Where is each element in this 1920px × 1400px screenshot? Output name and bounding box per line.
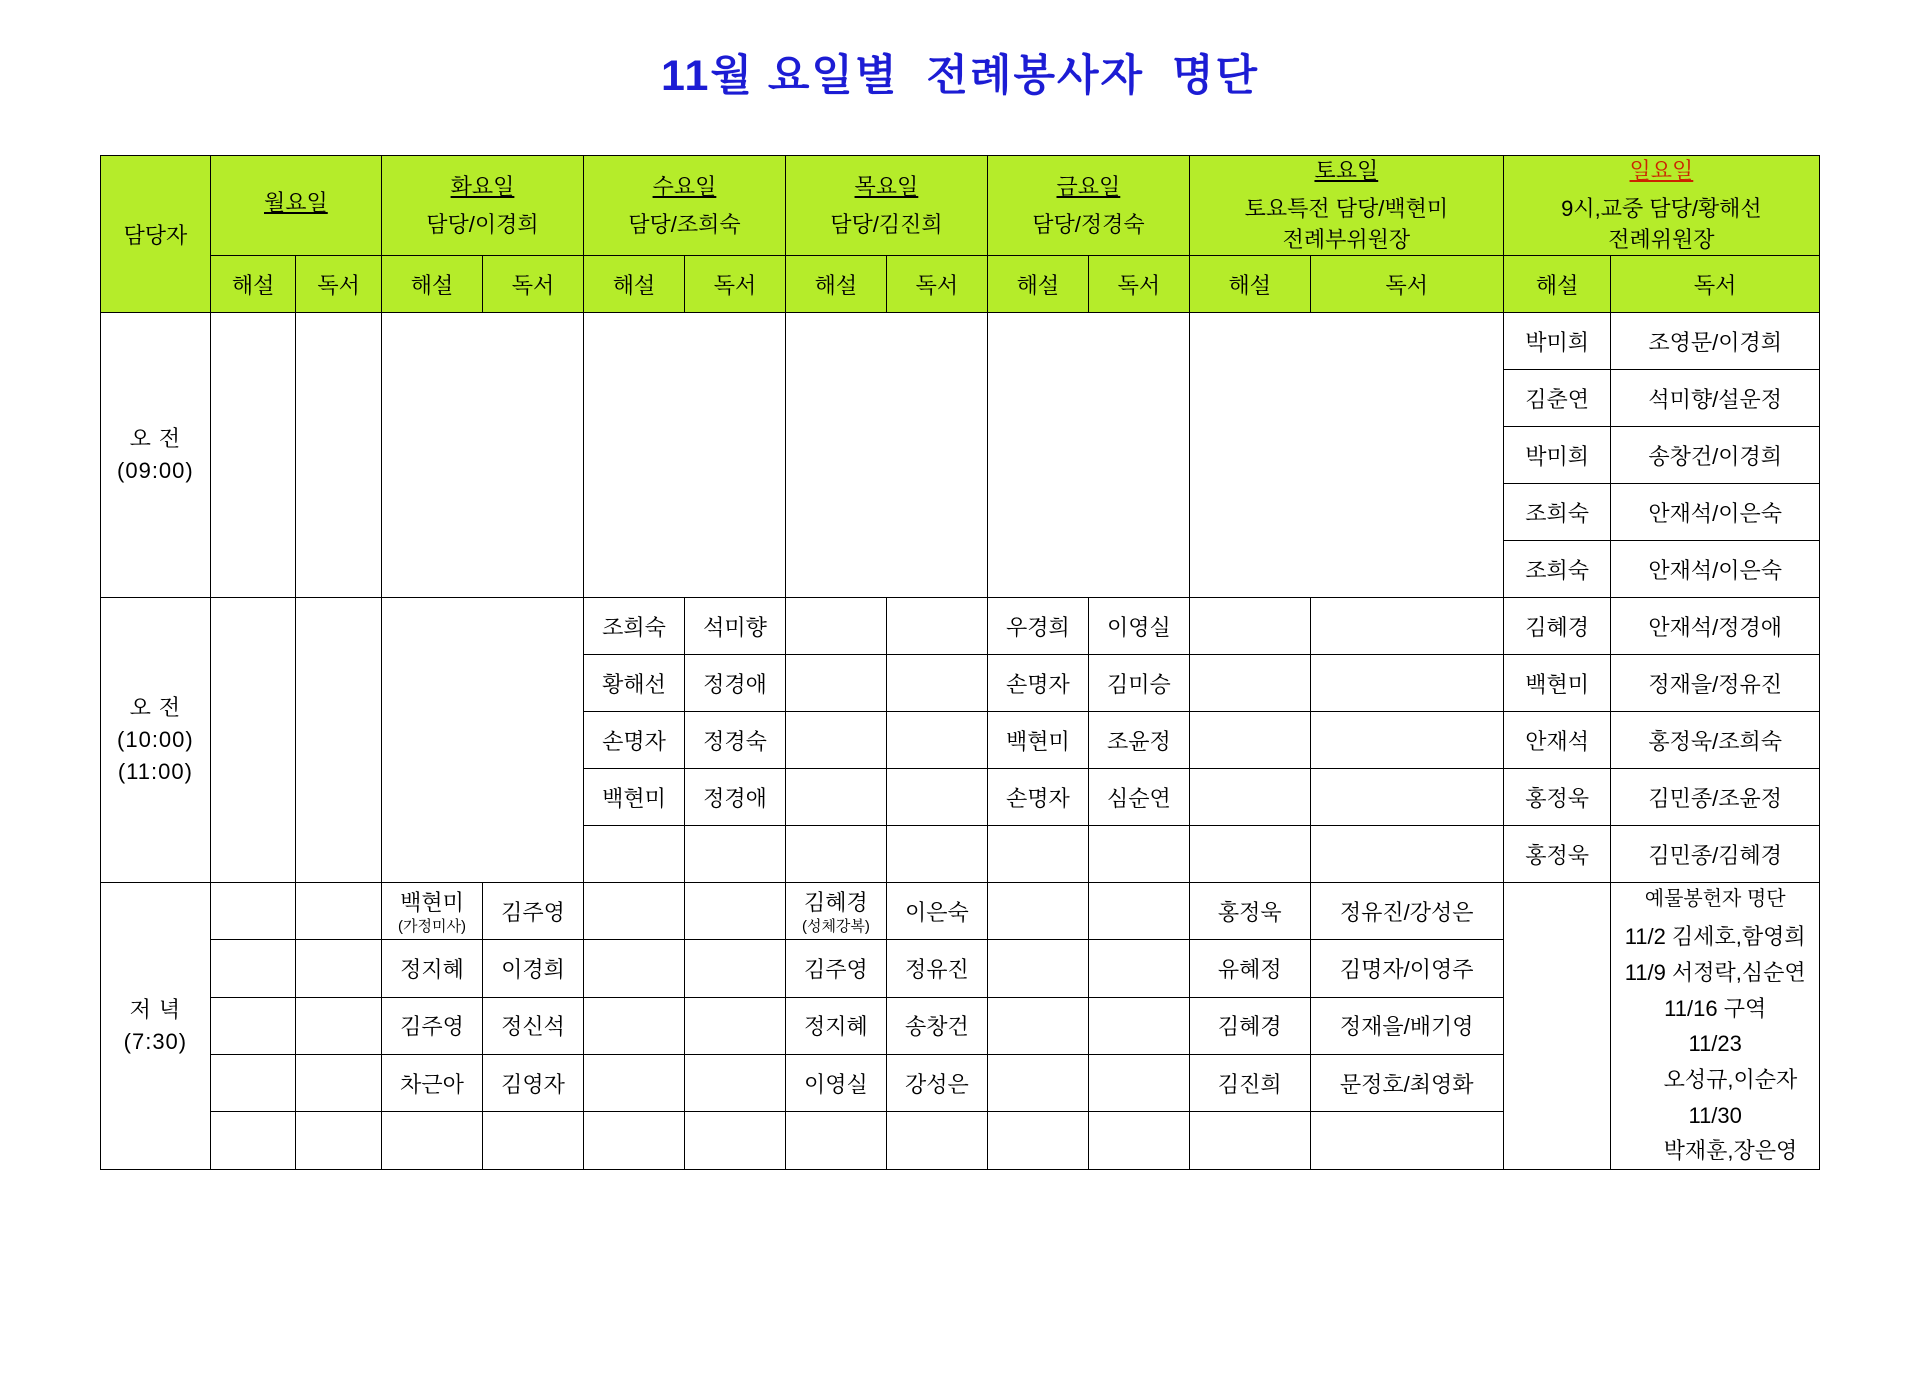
cell-mon-haeseol-b3-l5 bbox=[210, 1112, 296, 1169]
cell-thu-haeseol-b3-l3: 정지혜 bbox=[785, 997, 886, 1054]
cell-wed-b1 bbox=[583, 313, 785, 598]
subheader-sat-haeseol: 해설 bbox=[1189, 256, 1310, 313]
table-header-row-days bbox=[101, 156, 1820, 256]
cell-mon-haeseol-b3-l2 bbox=[210, 940, 296, 997]
cell-wed-haeseol-b3-l5 bbox=[583, 1112, 684, 1169]
cell-fri-haeseol-b3-l3 bbox=[987, 997, 1088, 1054]
row-label-line2: (7:30) bbox=[123, 1028, 188, 1054]
cell-mon-haeseol-b1 bbox=[210, 313, 296, 598]
row-label-morning-10-11 bbox=[101, 598, 211, 883]
cell-thu-haeseol-b3-l2: 김주영 bbox=[785, 940, 886, 997]
row-label-line1: 저 녁 bbox=[129, 997, 182, 1023]
row-label-line2: (10:00) bbox=[117, 727, 194, 753]
header-day-friday bbox=[987, 156, 1189, 256]
day-label-sunday: 일요일 bbox=[1629, 158, 1694, 183]
cell-sun-dokseo-b2-l5: 김민종/김혜경 bbox=[1611, 826, 1820, 883]
cell-sun-haeseol-b2-l1: 김혜경 bbox=[1503, 598, 1611, 655]
cell-fri-haeseol-b2-l1: 우경희 bbox=[987, 598, 1088, 655]
cell-thu-dokseo-b3-l2: 정유진 bbox=[886, 940, 987, 997]
cell-thu-haeseol-b2-l5 bbox=[785, 826, 886, 883]
day-label-friday: 금요일 bbox=[1056, 173, 1121, 199]
table-row bbox=[101, 598, 1820, 655]
cell-sat-haeseol-b2-l2 bbox=[1189, 655, 1310, 712]
offering-line: 오성규,이순자 bbox=[1633, 1066, 1798, 1092]
cell-tue-b2 bbox=[382, 598, 584, 883]
cell-thu-haeseol-b2-l1 bbox=[785, 598, 886, 655]
day-charge-friday: 담당/정경숙 bbox=[1032, 211, 1145, 237]
cell-sun-dokseo-b2-l4: 김민종/조윤정 bbox=[1611, 769, 1820, 826]
cell-sun-haeseol-b1-l2: 김춘연 bbox=[1503, 370, 1611, 427]
subheader-sun-dokseo: 독서 bbox=[1611, 256, 1820, 313]
cell-sun-haeseol-b2-l2: 백현미 bbox=[1503, 655, 1611, 712]
cell-thu-haeseol-b2-l3 bbox=[785, 712, 886, 769]
header-day-saturday bbox=[1189, 156, 1503, 256]
cell-tue-dokseo-b3-l1: 김주영 bbox=[482, 883, 583, 940]
row-label-line1: 오 전 bbox=[129, 695, 182, 721]
cell-sun-dokseo-b1-l1: 조영문/이경희 bbox=[1611, 313, 1820, 370]
cell-wed-haeseol-b2-l3: 손명자 bbox=[583, 712, 684, 769]
cell-wed-haeseol-b3-l3 bbox=[583, 997, 684, 1054]
cell-fri-haeseol-b3-l4 bbox=[987, 1055, 1088, 1112]
subheader-wed-dokseo: 독서 bbox=[684, 256, 785, 313]
header-day-wednesday bbox=[583, 156, 785, 256]
schedule-table bbox=[100, 155, 1820, 1170]
cell-tue-haeseol-b3-l3: 김주영 bbox=[382, 997, 483, 1054]
cell-fri-haeseol-b3-l2 bbox=[987, 940, 1088, 997]
day-charge-sunday: 9시,교중 담당/황해선 bbox=[1561, 195, 1762, 221]
row-label-morning-9 bbox=[101, 313, 211, 598]
cell-sat-dokseo-b3-l5 bbox=[1310, 1112, 1503, 1169]
table-header-row-roles bbox=[101, 256, 1820, 313]
day-charge-thursday: 담당/김진희 bbox=[830, 211, 943, 237]
cell-fri-haeseol-b2-l5 bbox=[987, 826, 1088, 883]
cell-fri-haeseol-b2-l4: 손명자 bbox=[987, 769, 1088, 826]
cell-mon-dokseo-b3-l4 bbox=[296, 1055, 382, 1112]
cell-sun-dokseo-b2-l3: 홍정욱/조희숙 bbox=[1611, 712, 1820, 769]
cell-thu-dokseo-b2-l5 bbox=[886, 826, 987, 883]
day-charge2-sunday: 전례위원장 bbox=[1608, 227, 1715, 253]
cell-tue-haeseol-b3-l5 bbox=[382, 1112, 483, 1169]
cell-fri-dokseo-b3-l1 bbox=[1088, 883, 1189, 940]
header-day-thursday bbox=[785, 156, 987, 256]
cell-sun-haeseol-b2-l5: 홍정욱 bbox=[1503, 826, 1611, 883]
cell-wed-dokseo-b3-l1 bbox=[684, 883, 785, 940]
cell-text: 김혜경 bbox=[804, 890, 868, 916]
cell-sat-dokseo-b3-l4: 문정호/최영화 bbox=[1310, 1055, 1503, 1112]
cell-wed-haeseol-b2-l2: 황해선 bbox=[583, 655, 684, 712]
cell-fri-dokseo-b3-l4 bbox=[1088, 1055, 1189, 1112]
day-label-tuesday: 화요일 bbox=[450, 173, 515, 199]
cell-thu-haeseol-b3-l1 bbox=[785, 883, 886, 940]
offering-line: 11/30 bbox=[1688, 1102, 1742, 1128]
cell-sun-dokseo-b2-l1: 안재석/정경애 bbox=[1611, 598, 1820, 655]
offering-line: 11/2 김세호,함영희 bbox=[1624, 924, 1806, 950]
subheader-wed-haeseol: 해설 bbox=[583, 256, 684, 313]
row-label-evening bbox=[101, 883, 211, 1170]
cell-tue-haeseol-b3-l4: 차근아 bbox=[382, 1055, 483, 1112]
cell-sat-dokseo-b2-l3 bbox=[1310, 712, 1503, 769]
cell-fri-dokseo-b3-l3 bbox=[1088, 997, 1189, 1054]
cell-sat-haeseol-b3-l2: 유혜정 bbox=[1189, 940, 1310, 997]
day-label-saturday: 토요일 bbox=[1314, 158, 1379, 183]
cell-tue-dokseo-b3-l5 bbox=[482, 1112, 583, 1169]
subheader-thu-dokseo: 독서 bbox=[886, 256, 987, 313]
cell-fri-dokseo-b3-l2 bbox=[1088, 940, 1189, 997]
cell-sun-haeseol-b2-l4: 홍정욱 bbox=[1503, 769, 1611, 826]
subheader-sat-dokseo: 독서 bbox=[1310, 256, 1503, 313]
cell-wed-dokseo-b2-l4: 정경애 bbox=[684, 769, 785, 826]
cell-mon-dokseo-b3-l3 bbox=[296, 997, 382, 1054]
cell-sat-haeseol-b3-l1: 홍정욱 bbox=[1189, 883, 1310, 940]
cell-thu-dokseo-b2-l4 bbox=[886, 769, 987, 826]
cell-thu-dokseo-b2-l2 bbox=[886, 655, 987, 712]
cell-sat-dokseo-b3-l3: 정재을/배기영 bbox=[1310, 997, 1503, 1054]
offering-line: 11/23 bbox=[1688, 1031, 1742, 1057]
cell-sat-dokseo-b2-l2 bbox=[1310, 655, 1503, 712]
cell-mon-dokseo-b3-l1 bbox=[296, 883, 382, 940]
cell-tue-b1 bbox=[382, 313, 584, 598]
cell-sun-dokseo-b1-l3: 송창건/이경희 bbox=[1611, 427, 1820, 484]
cell-wed-haeseol-b3-l1 bbox=[583, 883, 684, 940]
cell-fri-haeseol-b3-l1 bbox=[987, 883, 1088, 940]
cell-wed-haeseol-b2-l4: 백현미 bbox=[583, 769, 684, 826]
document-page bbox=[0, 42, 1920, 1400]
cell-fri-dokseo-b3-l5 bbox=[1088, 1112, 1189, 1169]
table-row bbox=[101, 883, 1820, 940]
cell-fri-dokseo-b2-l3: 조윤정 bbox=[1088, 712, 1189, 769]
cell-thu-dokseo-b3-l5 bbox=[886, 1112, 987, 1169]
cell-fri-dokseo-b2-l5 bbox=[1088, 826, 1189, 883]
cell-wed-dokseo-b3-l2 bbox=[684, 940, 785, 997]
cell-fri-dokseo-b2-l2: 김미승 bbox=[1088, 655, 1189, 712]
offering-line: 11/9 서정락,심순연 bbox=[1624, 960, 1806, 986]
row-label-line2: (09:00) bbox=[117, 458, 194, 484]
subheader-tue-dokseo: 독서 bbox=[482, 256, 583, 313]
cell-fri-dokseo-b2-l1: 이영실 bbox=[1088, 598, 1189, 655]
cell-sun-haeseol-b1-l3: 박미희 bbox=[1503, 427, 1611, 484]
cell-sat-dokseo-b3-l2: 김명자/이영주 bbox=[1310, 940, 1503, 997]
cell-sat-haeseol-b2-l1 bbox=[1189, 598, 1310, 655]
cell-sun-dokseo-b1-l2: 석미향/설운정 bbox=[1611, 370, 1820, 427]
cell-sat-haeseol-b2-l3 bbox=[1189, 712, 1310, 769]
cell-tue-haeseol-b3-l2: 정지혜 bbox=[382, 940, 483, 997]
cell-fri-haeseol-b2-l3: 백현미 bbox=[987, 712, 1088, 769]
cell-thu-b1 bbox=[785, 313, 987, 598]
day-charge-saturday: 토요특전 담당/백현미 bbox=[1244, 195, 1449, 221]
cell-sun-haeseol-b1-l5: 조희숙 bbox=[1503, 541, 1611, 598]
cell-wed-dokseo-b2-l3: 정경숙 bbox=[684, 712, 785, 769]
cell-sat-haeseol-b3-l4: 김진희 bbox=[1189, 1055, 1310, 1112]
cell-thu-dokseo-b3-l1: 이은숙 bbox=[886, 883, 987, 940]
cell-thu-dokseo-b2-l3 bbox=[886, 712, 987, 769]
cell-wed-dokseo-b3-l4 bbox=[684, 1055, 785, 1112]
cell-sat-dokseo-b3-l1: 정유진/강성은 bbox=[1310, 883, 1503, 940]
cell-sat-dokseo-b2-l5 bbox=[1310, 826, 1503, 883]
cell-wed-dokseo-b2-l1: 석미향 bbox=[684, 598, 785, 655]
cell-thu-dokseo-b3-l3: 송창건 bbox=[886, 997, 987, 1054]
cell-wed-haeseol-b2-l5 bbox=[583, 826, 684, 883]
cell-wed-dokseo-b3-l3 bbox=[684, 997, 785, 1054]
offering-list bbox=[1611, 883, 1820, 1170]
day-label-wednesday: 수요일 bbox=[652, 173, 717, 199]
cell-sun-dokseo-b1-l5: 안재석/이은숙 bbox=[1611, 541, 1820, 598]
cell-wed-dokseo-b2-l5 bbox=[684, 826, 785, 883]
cell-sat-dokseo-b2-l4 bbox=[1310, 769, 1503, 826]
cell-tue-haeseol-b3-l1 bbox=[382, 883, 483, 940]
day-charge-wednesday: 담당/조희숙 bbox=[628, 211, 741, 237]
subheader-tue-haeseol: 해설 bbox=[382, 256, 483, 313]
subheader-sun-haeseol: 해설 bbox=[1503, 256, 1611, 313]
cell-tue-dokseo-b3-l3: 정신석 bbox=[482, 997, 583, 1054]
cell-note: (성체강복) bbox=[801, 918, 870, 936]
cell-wed-haeseol-b3-l2 bbox=[583, 940, 684, 997]
cell-fri-haeseol-b3-l5 bbox=[987, 1112, 1088, 1169]
offering-line: 11/16 구역 bbox=[1664, 995, 1767, 1021]
subheader-mon-dokseo: 독서 bbox=[296, 256, 382, 313]
cell-fri-b1 bbox=[987, 313, 1189, 598]
cell-mon-dokseo-b2 bbox=[296, 598, 382, 883]
header-day-tuesday bbox=[382, 156, 584, 256]
subheader-fri-haeseol: 해설 bbox=[987, 256, 1088, 313]
subheader-thu-haeseol: 해설 bbox=[785, 256, 886, 313]
cell-sat-haeseol-b2-l5 bbox=[1189, 826, 1310, 883]
cell-thu-haeseol-b2-l4 bbox=[785, 769, 886, 826]
cell-sun-haeseol-b1-l4: 조희숙 bbox=[1503, 484, 1611, 541]
cell-sat-b1 bbox=[1189, 313, 1503, 598]
cell-mon-haeseol-b3-l3 bbox=[210, 997, 296, 1054]
cell-sun-dokseo-b1-l4: 안재석/이은숙 bbox=[1611, 484, 1820, 541]
offering-line: 박재훈,장은영 bbox=[1633, 1138, 1798, 1164]
cell-fri-haeseol-b2-l2: 손명자 bbox=[987, 655, 1088, 712]
cell-mon-dokseo-b3-l2 bbox=[296, 940, 382, 997]
cell-sat-haeseol-b2-l4 bbox=[1189, 769, 1310, 826]
cell-mon-haeseol-b2 bbox=[210, 598, 296, 883]
cell-note: (가정미사) bbox=[398, 918, 466, 936]
header-day-monday bbox=[210, 156, 381, 256]
cell-thu-haeseol-b3-l5 bbox=[785, 1112, 886, 1169]
table-row bbox=[101, 313, 1820, 370]
cell-sun-haeseol-b3 bbox=[1503, 883, 1611, 1170]
cell-wed-haeseol-b2-l1: 조희숙 bbox=[583, 598, 684, 655]
cell-thu-haeseol-b2-l2 bbox=[785, 655, 886, 712]
cell-thu-dokseo-b3-l4: 강성은 bbox=[886, 1055, 987, 1112]
cell-thu-haeseol-b3-l4: 이영실 bbox=[785, 1055, 886, 1112]
day-label-monday: 월요일 bbox=[264, 189, 328, 215]
cell-sat-haeseol-b3-l3: 김혜경 bbox=[1189, 997, 1310, 1054]
header-corner-label: 담당자 bbox=[101, 156, 211, 313]
cell-mon-dokseo-b3-l5 bbox=[296, 1112, 382, 1169]
offering-title: 예물봉헌자 명단 bbox=[1644, 888, 1786, 911]
cell-sat-haeseol-b3-l5 bbox=[1189, 1112, 1310, 1169]
cell-mon-haeseol-b3-l1 bbox=[210, 883, 296, 940]
subheader-mon-haeseol: 해설 bbox=[210, 256, 296, 313]
cell-sun-haeseol-b1-l1: 박미희 bbox=[1503, 313, 1611, 370]
row-label-line1: 오 전 bbox=[129, 426, 182, 452]
day-charge2-saturday: 전례부위원장 bbox=[1282, 227, 1411, 253]
cell-tue-dokseo-b3-l4: 김영자 bbox=[482, 1055, 583, 1112]
cell-wed-haeseol-b3-l4 bbox=[583, 1055, 684, 1112]
cell-text: 백현미 bbox=[400, 890, 464, 916]
cell-mon-dokseo-b1 bbox=[296, 313, 382, 598]
cell-tue-dokseo-b3-l2: 이경희 bbox=[482, 940, 583, 997]
cell-wed-dokseo-b2-l2: 정경애 bbox=[684, 655, 785, 712]
day-charge-tuesday: 담당/이경희 bbox=[426, 211, 539, 237]
row-label-line3: (11:00) bbox=[117, 759, 193, 784]
cell-sun-haeseol-b2-l3: 안재석 bbox=[1503, 712, 1611, 769]
schedule-table-wrapper bbox=[100, 155, 1820, 1170]
cell-thu-dokseo-b2-l1 bbox=[886, 598, 987, 655]
cell-sun-dokseo-b2-l2: 정재을/정유진 bbox=[1611, 655, 1820, 712]
cell-fri-dokseo-b2-l4: 심순연 bbox=[1088, 769, 1189, 826]
header-day-sunday bbox=[1503, 156, 1819, 256]
cell-mon-haeseol-b3-l4 bbox=[210, 1055, 296, 1112]
page-title: 11월 요일별 전례봉사자 명단 bbox=[660, 52, 1260, 100]
cell-sat-dokseo-b2-l1 bbox=[1310, 598, 1503, 655]
day-label-thursday: 목요일 bbox=[854, 173, 919, 199]
cell-wed-dokseo-b3-l5 bbox=[684, 1112, 785, 1169]
subheader-fri-dokseo: 독서 bbox=[1088, 256, 1189, 313]
